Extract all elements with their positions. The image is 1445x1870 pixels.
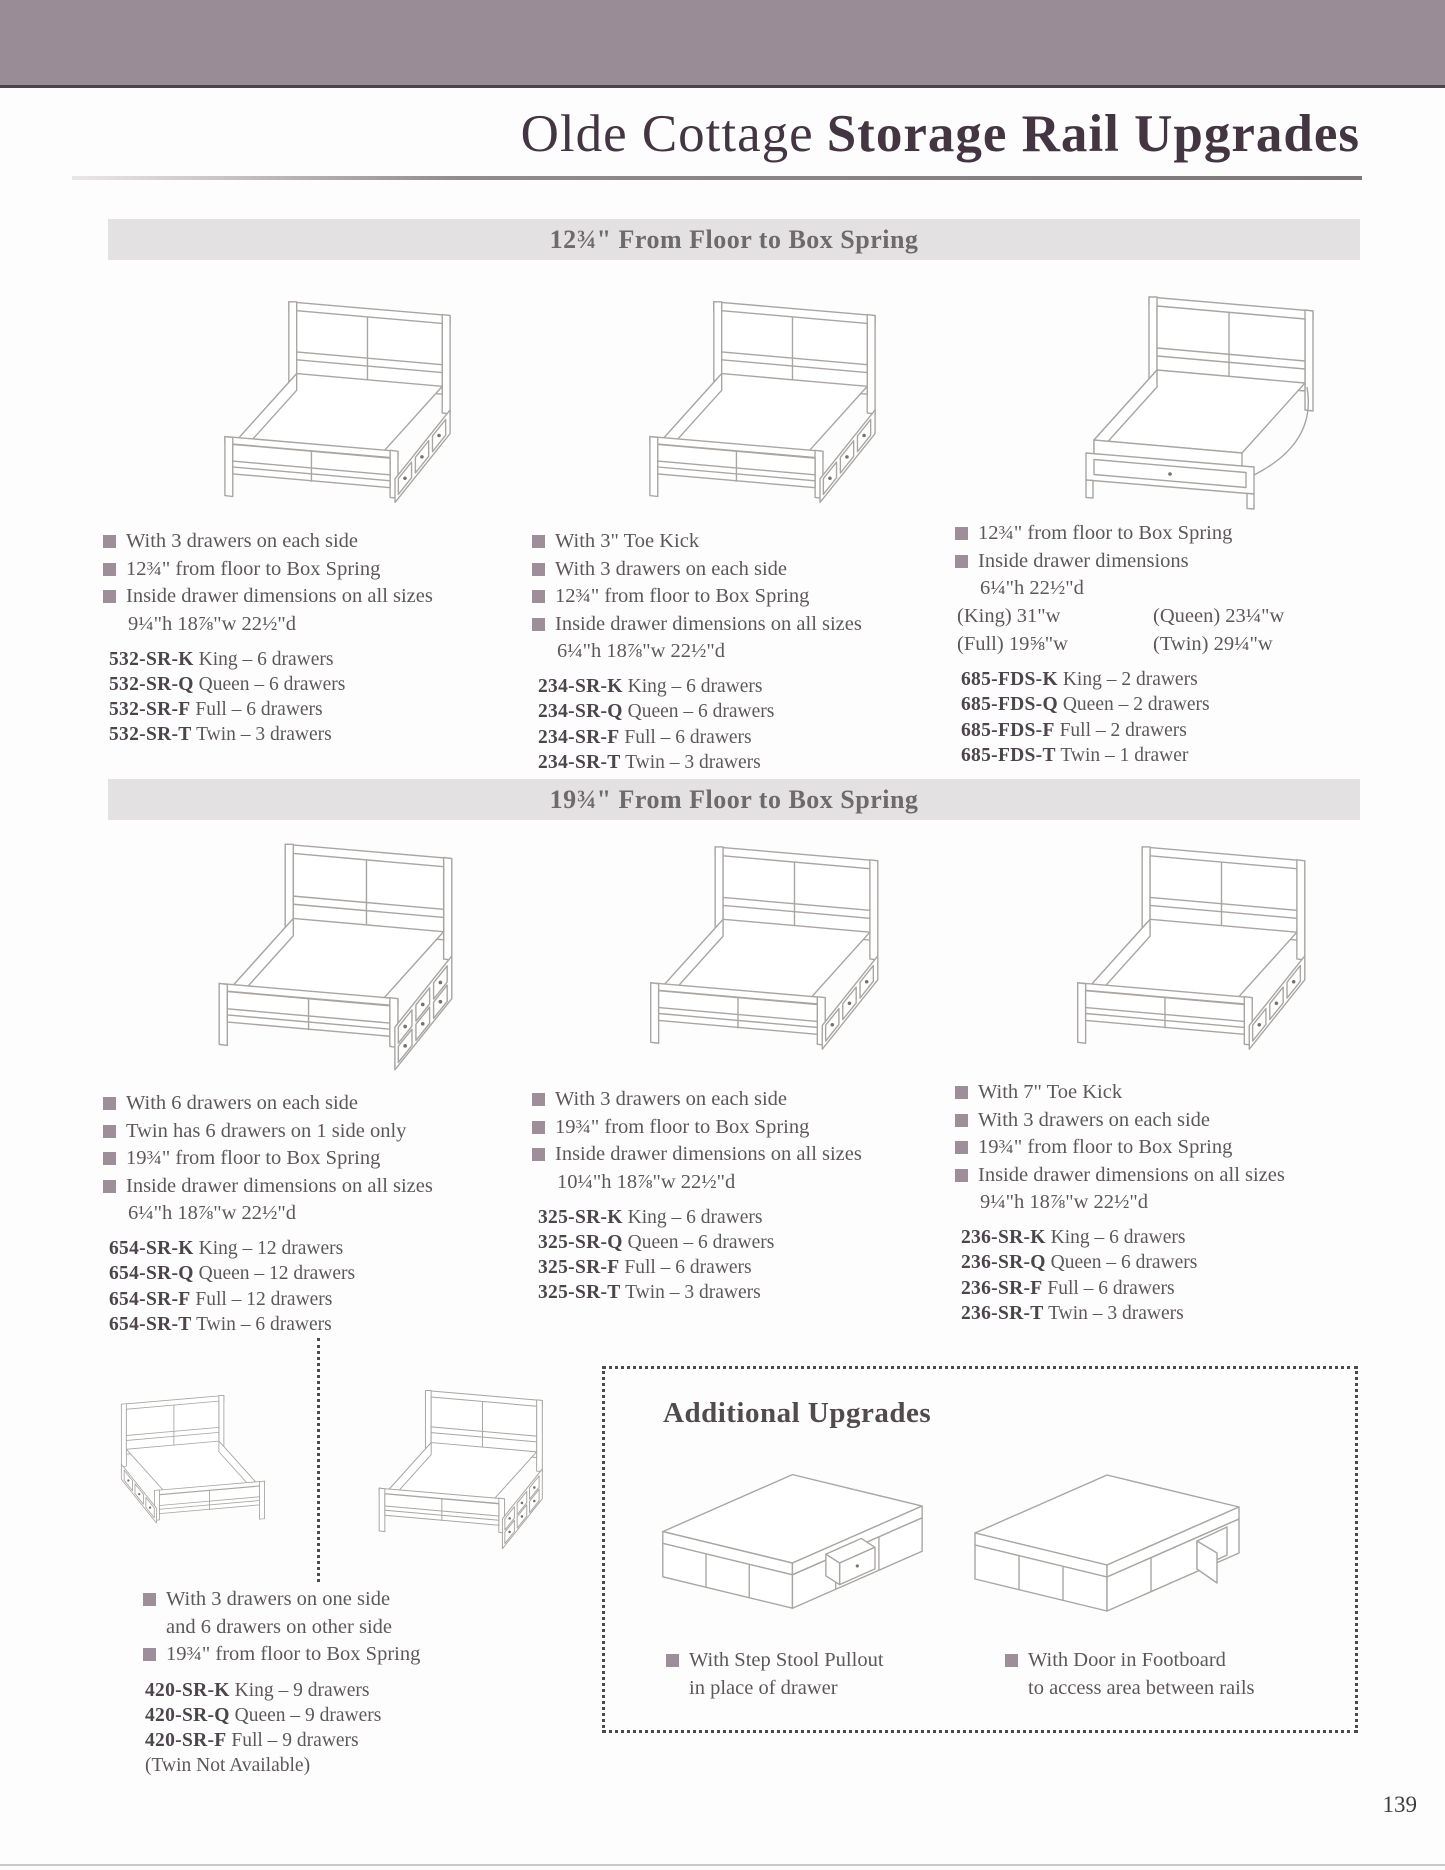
model-desc: Queen – 6 drawers bbox=[198, 673, 346, 695]
section-header-19in: 19¾" From Floor to Box Spring bbox=[108, 779, 1360, 820]
model-desc: Twin – 6 drawers bbox=[196, 1313, 332, 1335]
bullet-square-icon bbox=[103, 590, 116, 603]
model-row bbox=[961, 1225, 1385, 1250]
model-desc: Twin – 3 drawers bbox=[1048, 1302, 1184, 1324]
bullet-square-icon bbox=[103, 1125, 116, 1138]
model-row bbox=[538, 699, 962, 724]
spec-column-420 bbox=[143, 1586, 573, 1779]
model-code: 325-SR-T bbox=[538, 1282, 621, 1304]
spec-bullet bbox=[532, 556, 962, 584]
bullet-square-icon bbox=[532, 1148, 545, 1161]
model-desc: Twin – 3 drawers bbox=[625, 1282, 761, 1304]
page-bottom-edge bbox=[0, 1864, 1445, 1866]
model-code: 325-SR-Q bbox=[538, 1231, 623, 1253]
bullet-text: With 7" Toe Kick bbox=[978, 1081, 1123, 1103]
platform-bed-step-stool-illustration bbox=[643, 1453, 938, 1620]
bullet-text: 19¾" from floor to Box Spring bbox=[555, 1115, 810, 1138]
model-row bbox=[538, 1205, 962, 1230]
bullet-square-icon bbox=[103, 1180, 116, 1193]
model-desc: Queen – 9 drawers bbox=[234, 1704, 382, 1726]
split-dotted-divider bbox=[317, 1338, 320, 1582]
model-desc: King – 12 drawers bbox=[198, 1238, 344, 1259]
title-divider bbox=[72, 176, 1362, 180]
bed-illustration-420-left bbox=[112, 1388, 312, 1538]
model-list bbox=[145, 1678, 573, 1779]
model-row bbox=[109, 697, 533, 722]
spec-bullet bbox=[955, 1134, 1385, 1162]
additional-upgrades-title: Additional Upgrades bbox=[663, 1397, 932, 1429]
model-desc: King – 6 drawers bbox=[1050, 1227, 1186, 1248]
spec-bullet bbox=[532, 1086, 962, 1114]
model-row bbox=[538, 1230, 962, 1255]
model-code: 654-SR-Q bbox=[109, 1263, 194, 1285]
model-code: 532-SR-F bbox=[109, 699, 191, 721]
model-row bbox=[538, 674, 962, 699]
bullet-text: Inside drawer dimensions on all sizes bbox=[555, 1143, 862, 1165]
model-code: 685-FDS-Q bbox=[961, 694, 1058, 716]
spec-bullet bbox=[103, 556, 533, 584]
model-list bbox=[538, 1205, 962, 1306]
model-desc: Full – 6 drawers bbox=[195, 699, 323, 721]
upgrade-caption-door bbox=[1005, 1647, 1255, 1702]
spec-column-234 bbox=[532, 528, 962, 775]
model-desc: King – 6 drawers bbox=[627, 676, 763, 697]
model-row bbox=[145, 1703, 573, 1728]
model-row bbox=[538, 750, 962, 775]
model-code: 234-SR-T bbox=[538, 751, 621, 773]
model-desc: Twin – 1 drawer bbox=[1060, 744, 1189, 766]
platform-bed-door-illustration bbox=[955, 1453, 1255, 1623]
model-desc: King – 2 drawers bbox=[1062, 669, 1198, 690]
model-row bbox=[961, 667, 1385, 692]
model-desc: Queen – 6 drawers bbox=[1050, 1252, 1198, 1274]
model-code: 532-SR-T bbox=[109, 724, 192, 746]
model-row bbox=[109, 1261, 533, 1286]
spec-bullet bbox=[955, 520, 1385, 548]
page-title-subject: Storage Rail Upgrades bbox=[826, 105, 1360, 163]
bullet-square-icon bbox=[103, 1152, 116, 1165]
model-row bbox=[961, 1301, 1385, 1326]
drawer-dimensions: 9¼"h 18⅞"w 22½"d bbox=[980, 1191, 1149, 1213]
model-row bbox=[961, 1250, 1385, 1275]
drawer-dimensions: 6¼"h 18⅞"w 22½"d bbox=[557, 640, 726, 662]
width-value: (Full) 19⅝"w bbox=[957, 633, 1068, 655]
model-list bbox=[109, 647, 533, 748]
bullet-square-icon bbox=[955, 1114, 968, 1127]
page-title-collection: Olde Cottage bbox=[520, 105, 814, 163]
bullet-square-icon bbox=[532, 618, 545, 631]
model-row bbox=[538, 1255, 962, 1280]
model-row bbox=[109, 1287, 533, 1312]
model-code: 236-SR-T bbox=[961, 1302, 1044, 1324]
bullet-square-icon bbox=[955, 1086, 968, 1099]
availability-note: (Twin Not Available) bbox=[145, 1755, 311, 1777]
bullet-square-icon bbox=[532, 590, 545, 603]
drawer-dimensions: 10¼"h 18⅞"w 22½"d bbox=[557, 1170, 736, 1193]
model-row bbox=[538, 1280, 962, 1305]
model-code: 685-FDS-F bbox=[961, 719, 1055, 741]
bullet-square-icon bbox=[1005, 1654, 1018, 1667]
bullet-square-icon bbox=[955, 1141, 968, 1154]
model-code: 654-SR-T bbox=[109, 1313, 192, 1335]
top-color-bar bbox=[0, 0, 1445, 88]
caption-line2: in place of drawer bbox=[689, 1676, 838, 1699]
model-desc: Full – 2 drawers bbox=[1059, 719, 1187, 741]
model-desc: Twin – 3 drawers bbox=[196, 724, 332, 746]
model-code: 325-SR-K bbox=[538, 1206, 623, 1228]
model-desc: Full – 6 drawers bbox=[624, 726, 752, 748]
model-desc: Full – 6 drawers bbox=[624, 1257, 752, 1279]
model-code: 236-SR-Q bbox=[961, 1252, 1046, 1274]
caption-text bbox=[1028, 1647, 1255, 1702]
spec-bullet bbox=[532, 1114, 962, 1142]
drawer-dimensions: 6¼"h 22½"d bbox=[980, 577, 1084, 599]
bullet-square-icon bbox=[532, 1093, 545, 1106]
bullet-square-icon bbox=[103, 1097, 116, 1110]
spec-bullet bbox=[103, 583, 533, 611]
model-desc: Full – 9 drawers bbox=[231, 1730, 359, 1752]
model-desc: King – 9 drawers bbox=[234, 1679, 370, 1701]
bullet-text: With 3 drawers on each side bbox=[555, 1088, 787, 1110]
model-desc: Queen – 6 drawers bbox=[627, 1231, 775, 1253]
model-code: 234-SR-K bbox=[538, 676, 623, 697]
width-value: (Twin) 29¼"w bbox=[1153, 633, 1273, 655]
caption-text bbox=[689, 1647, 884, 1702]
page-number: 139 bbox=[1382, 1792, 1417, 1817]
spec-column-236 bbox=[955, 1079, 1385, 1326]
model-list bbox=[961, 1225, 1385, 1326]
model-code: 236-SR-F bbox=[961, 1277, 1043, 1299]
model-row bbox=[961, 718, 1385, 743]
bed-illustration-325 bbox=[575, 835, 893, 1073]
page-title bbox=[521, 104, 1360, 164]
spec-column-532 bbox=[103, 528, 533, 748]
model-code: 234-SR-F bbox=[538, 726, 620, 748]
model-list bbox=[538, 674, 962, 775]
bullet-text: Inside drawer dimensions bbox=[978, 549, 1189, 572]
model-code: 420-SR-F bbox=[145, 1730, 227, 1752]
model-code: 234-SR-Q bbox=[538, 701, 623, 723]
caption-line1: With Step Stool Pullout bbox=[689, 1649, 884, 1671]
model-code: 685-FDS-T bbox=[961, 744, 1056, 766]
bullet-text: 19¾" from floor to Box Spring bbox=[126, 1147, 381, 1169]
model-row bbox=[109, 722, 533, 747]
bed-illustration-532 bbox=[150, 290, 465, 526]
caption-line1: With Door in Footboard bbox=[1028, 1649, 1226, 1671]
caption-line2: to access area between rails bbox=[1028, 1676, 1255, 1699]
model-desc: Full – 12 drawers bbox=[195, 1288, 333, 1310]
spec-column-685 bbox=[955, 520, 1385, 768]
model-code: 654-SR-F bbox=[109, 1288, 191, 1310]
model-list bbox=[109, 1236, 533, 1337]
spec-bullet bbox=[103, 528, 533, 556]
spec-bullet bbox=[955, 548, 1385, 576]
bullet-square-icon bbox=[955, 527, 968, 540]
bullet-text: Inside drawer dimensions on all sizes bbox=[978, 1163, 1285, 1186]
model-code: 532-SR-Q bbox=[109, 673, 194, 695]
spec-bullet bbox=[532, 528, 962, 556]
bed-illustration-234 bbox=[575, 290, 890, 526]
bed-illustration-236 bbox=[1002, 835, 1320, 1073]
bullet-square-icon bbox=[532, 1121, 545, 1134]
bullet-square-icon bbox=[143, 1648, 156, 1661]
width-row bbox=[957, 630, 1385, 658]
bullet-text: With 3 drawers on each side bbox=[978, 1108, 1210, 1131]
bullet-text: and 6 drawers on other side bbox=[166, 1615, 393, 1638]
bullet-text: 19¾" from floor to Box Spring bbox=[978, 1136, 1233, 1158]
spec-bullet bbox=[532, 1141, 962, 1169]
model-row bbox=[961, 1276, 1385, 1301]
model-code: 532-SR-K bbox=[109, 648, 194, 670]
spec-column-325 bbox=[532, 1086, 962, 1306]
spec-bullet bbox=[103, 1090, 533, 1118]
bullet-text: With 3 drawers on one side bbox=[166, 1588, 391, 1610]
model-code: 420-SR-K bbox=[145, 1679, 230, 1701]
bullet-square-icon bbox=[666, 1654, 679, 1667]
model-row bbox=[145, 1728, 573, 1753]
model-row bbox=[961, 743, 1385, 768]
bullet-text: 12¾" from floor to Box Spring bbox=[555, 585, 810, 607]
bed-illustration-654 bbox=[142, 832, 467, 1076]
spec-bullet bbox=[103, 1145, 533, 1173]
model-row bbox=[109, 672, 533, 697]
width-value: (King) 31"w bbox=[957, 605, 1061, 627]
spec-bullet bbox=[955, 1079, 1385, 1107]
spec-bullet bbox=[532, 611, 962, 639]
bullet-square-icon bbox=[143, 1593, 156, 1606]
spec-bullet bbox=[955, 1107, 1385, 1135]
bullet-text: Inside drawer dimensions on all sizes bbox=[555, 612, 862, 635]
drawer-dimensions: 9¼"h 18⅞"w 22½"d bbox=[128, 612, 297, 635]
model-desc: Twin – 3 drawers bbox=[625, 751, 761, 773]
model-code: 325-SR-F bbox=[538, 1257, 620, 1279]
width-row bbox=[957, 602, 1385, 630]
additional-upgrades-box bbox=[602, 1366, 1358, 1733]
spec-bullet bbox=[103, 1173, 533, 1201]
width-value: (Queen) 23¼"w bbox=[1153, 605, 1285, 627]
bullet-text: With 6 drawers on each side bbox=[126, 1092, 358, 1114]
model-row bbox=[538, 725, 962, 750]
bed-illustration-420-right bbox=[325, 1382, 553, 1553]
model-desc: Queen – 12 drawers bbox=[198, 1263, 356, 1285]
bullet-text: With 3 drawers on each side bbox=[126, 530, 358, 552]
model-code: 654-SR-K bbox=[109, 1238, 194, 1259]
model-row bbox=[109, 647, 533, 672]
bullet-square-icon bbox=[955, 555, 968, 568]
spec-bullet bbox=[143, 1641, 573, 1669]
bullet-text: 12¾" from floor to Box Spring bbox=[126, 557, 381, 580]
model-row bbox=[961, 692, 1385, 717]
spec-bullet bbox=[143, 1586, 573, 1614]
spec-bullet bbox=[955, 1162, 1385, 1190]
bullet-square-icon bbox=[532, 563, 545, 576]
model-desc: Queen – 6 drawers bbox=[627, 701, 775, 723]
bullet-text: With 3" Toe Kick bbox=[555, 530, 700, 552]
bed-illustration-685 bbox=[1008, 285, 1328, 525]
model-desc: King – 6 drawers bbox=[198, 648, 334, 670]
bullet-square-icon bbox=[532, 535, 545, 548]
bullet-square-icon bbox=[103, 535, 116, 548]
bullet-square-icon bbox=[955, 1169, 968, 1182]
bullet-text: Twin has 6 drawers on 1 side only bbox=[126, 1119, 407, 1142]
bullet-text: 12¾" from floor to Box Spring bbox=[978, 522, 1233, 544]
drawer-dimensions: 6¼"h 18⅞"w 22½"d bbox=[128, 1202, 297, 1224]
model-row bbox=[145, 1678, 573, 1703]
model-code: 420-SR-Q bbox=[145, 1704, 230, 1726]
bullet-text: 19¾" from floor to Box Spring bbox=[166, 1643, 421, 1665]
spec-column-654 bbox=[103, 1090, 533, 1337]
model-list bbox=[961, 667, 1385, 768]
spec-bullet bbox=[532, 583, 962, 611]
spec-bullet bbox=[103, 1118, 533, 1146]
section-header-12in: 12¾" From Floor to Box Spring bbox=[108, 219, 1360, 260]
model-desc: Queen – 2 drawers bbox=[1062, 694, 1210, 716]
model-code: 685-FDS-K bbox=[961, 669, 1058, 690]
model-desc: King – 6 drawers bbox=[627, 1206, 763, 1228]
spec-bullet-continuation bbox=[166, 1614, 573, 1642]
bullet-text: Inside drawer dimensions on all sizes bbox=[126, 1174, 433, 1197]
bullet-text: With 3 drawers on each side bbox=[555, 557, 787, 580]
upgrade-caption-step-stool bbox=[666, 1647, 884, 1702]
bullet-text: Inside drawer dimensions on all sizes bbox=[126, 585, 433, 607]
model-desc: Full – 6 drawers bbox=[1047, 1277, 1175, 1299]
model-code: 236-SR-K bbox=[961, 1227, 1046, 1248]
bullet-square-icon bbox=[103, 563, 116, 576]
model-row bbox=[109, 1312, 533, 1337]
model-row bbox=[109, 1236, 533, 1261]
